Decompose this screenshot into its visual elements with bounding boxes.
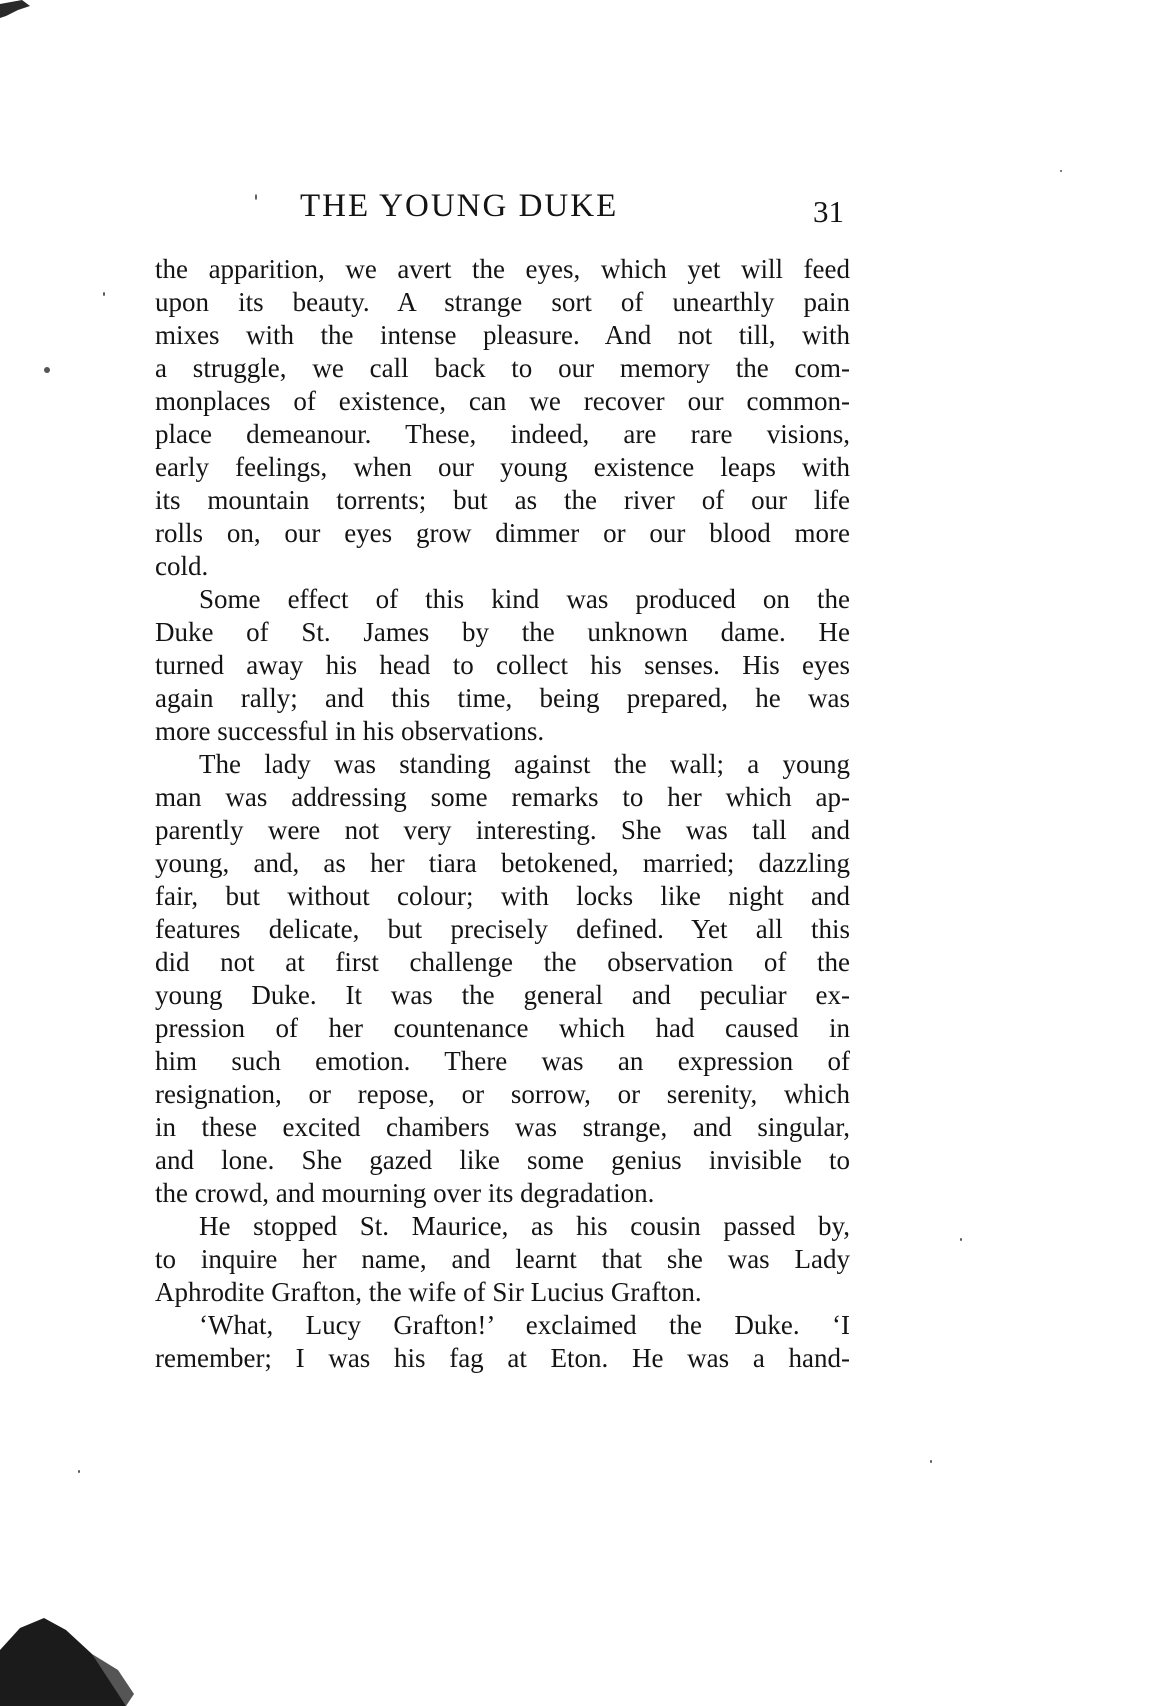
text-line: early feelings, when our young existence leaps with xyxy=(155,452,850,482)
text-line: turned away his head to collect his senses. His eyes xyxy=(155,650,850,680)
scan-speck xyxy=(44,367,50,373)
text-line: ‘What, Lucy Grafton!’ exclaimed the Duke. ‘I xyxy=(199,1310,850,1340)
text-line: young Duke. It was the general and peculiar ex- xyxy=(155,980,850,1010)
scan-speck xyxy=(255,194,257,200)
text-line: upon its beauty. A strange sort of unearthly pain xyxy=(155,287,850,317)
text-line: The lady was standing against the wall; a young xyxy=(199,749,850,779)
text-line: Duke of St. James by the unknown dame. He xyxy=(155,617,850,647)
scan-corner-mark-top xyxy=(0,0,40,30)
scan-speck xyxy=(78,1470,80,1473)
running-head-title: THE YOUNG DUKE xyxy=(300,188,619,224)
text-line: in these excited chambers was strange, and singular, xyxy=(155,1112,850,1142)
text-line: pression of her countenance which had caused in xyxy=(155,1013,850,1043)
text-line: the apparition, we avert the eyes, which yet will feed xyxy=(155,254,850,284)
scan-corner-mark-bottom xyxy=(0,1610,140,1706)
scan-speck xyxy=(1060,170,1062,172)
text-line: monplaces of existence, can we recover our common- xyxy=(155,386,850,416)
text-line: parently were not very interesting. She was tall and xyxy=(155,815,850,845)
text-line: He stopped St. Maurice, as his cousin passed by, xyxy=(199,1211,850,1241)
text-line: features delicate, but precisely defined. Yet all this xyxy=(155,914,850,944)
text-line: resignation, or repose, or sorrow, or serenity, which xyxy=(155,1079,850,1109)
text-line: him such emotion. There was an expression of xyxy=(155,1046,850,1076)
text-line: rolls on, our eyes grow dimmer or our blood more xyxy=(155,518,850,548)
text-line: remember; I was his fag at Eton. He was a hand- xyxy=(155,1343,850,1373)
text-line: place demeanour. These, indeed, are rare visions, xyxy=(155,419,850,449)
text-line: a struggle, we call back to our memory the com- xyxy=(155,353,850,383)
text-line: Aphrodite Grafton, the wife of Sir Lucius Grafton. xyxy=(155,1277,702,1307)
text-line: young, and, as her tiara betokened, married; dazzling xyxy=(155,848,850,878)
text-line: Some effect of this kind was produced on the xyxy=(199,584,850,614)
text-line: mixes with the intense pleasure. And not till, with xyxy=(155,320,850,350)
body-text xyxy=(155,253,850,1375)
text-line: did not at first challenge the observation of the xyxy=(155,947,850,977)
text-line: and lone. She gazed like some genius invisible to xyxy=(155,1145,850,1175)
text-line: fair, but without colour; with locks like night and xyxy=(155,881,850,911)
text-line: cold. xyxy=(155,551,209,581)
text-line: its mountain torrents; but as the river of our life xyxy=(155,485,850,515)
text-line: man was addressing some remarks to her which ap- xyxy=(155,782,850,812)
page-number: 31 xyxy=(813,194,844,229)
text-line: more successful in his observations. xyxy=(155,716,545,746)
text-line: to inquire her name, and learnt that she was Lady xyxy=(155,1244,850,1274)
scan-speck xyxy=(930,1460,932,1463)
text-line: again rally; and this time, being prepared, he was xyxy=(155,683,850,713)
text-line: the crowd, and mourning over its degradation. xyxy=(155,1178,655,1208)
scan-speck xyxy=(960,1238,962,1241)
scan-speck xyxy=(103,292,105,296)
